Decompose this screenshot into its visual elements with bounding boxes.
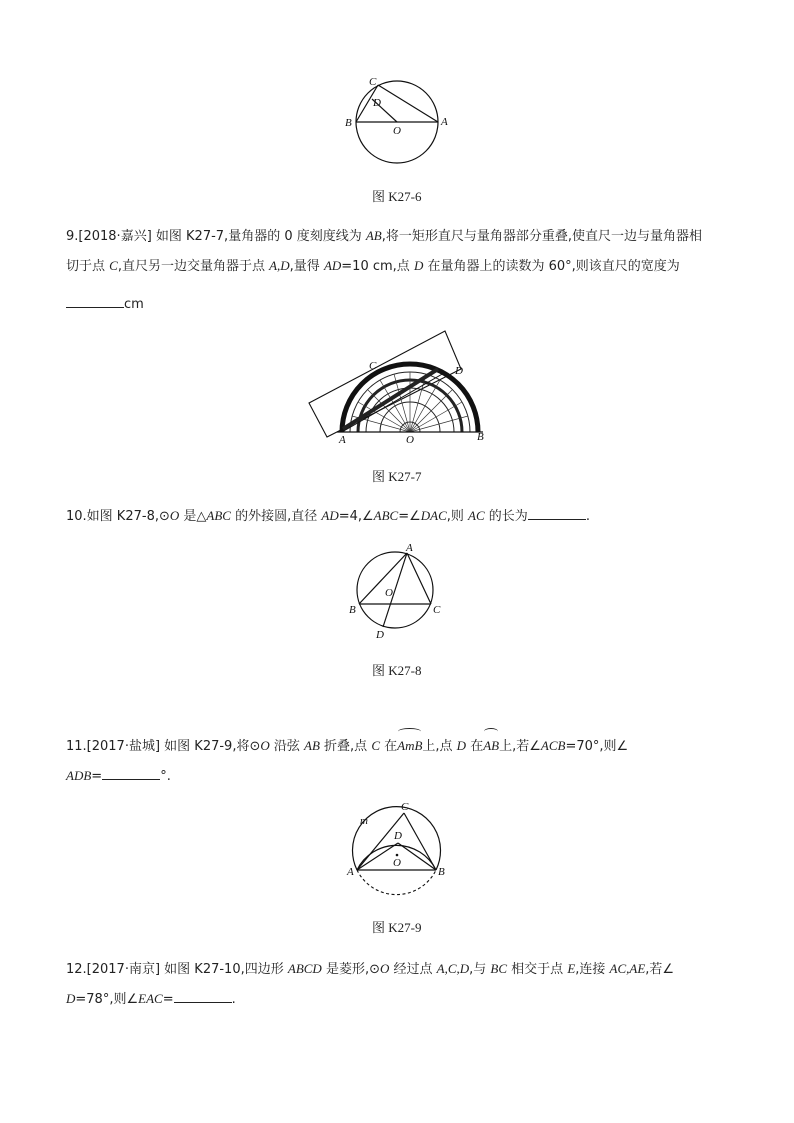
- q11-text-g: 上,若∠: [499, 739, 541, 754]
- label-d: D: [394, 830, 402, 842]
- caption-k27-8: 图 K27-8: [372, 663, 422, 678]
- q10-text-h: .: [585, 509, 590, 524]
- q11-text-d: 在: [379, 739, 398, 754]
- q9-text-1b: ,将一矩形直尺与量角器部分重叠,使直尺一边与量角器相: [381, 229, 703, 244]
- q11-text-f: 在: [466, 739, 484, 754]
- q11-text-i: =: [91, 769, 103, 784]
- label-b: B: [345, 117, 352, 129]
- q9-c: C: [109, 258, 118, 273]
- label-b: B: [477, 431, 484, 443]
- caption-k27-7: 图 K27-7: [372, 469, 422, 484]
- q9-ab: AB: [365, 228, 382, 243]
- q9-text-2d: =10 cm,点: [341, 259, 414, 274]
- q12-text-d: ,与: [469, 962, 491, 977]
- q12-text-a: 12.[2017·南京] 如图 K27-10,四边形: [66, 962, 288, 977]
- q11-o: O: [260, 738, 270, 753]
- q12-text-e: 相交于点: [507, 962, 568, 977]
- q9-text-2b: ,直尺另一边交量角器于点: [117, 259, 270, 274]
- q12-o: O: [380, 961, 390, 976]
- label-o: O: [393, 857, 401, 869]
- question-10: [66, 501, 730, 531]
- label-o: O: [385, 587, 393, 599]
- caption-k27-9: 图 K27-9: [372, 920, 422, 935]
- side-ab: [359, 553, 407, 604]
- circle-lower-arc-dashed: [357, 870, 436, 895]
- q11-adb: ADB: [66, 768, 92, 783]
- q12-ac-ae: AC,AE: [609, 961, 646, 976]
- q11-text-h: =70°,则∠: [565, 739, 629, 754]
- label-a: A: [347, 866, 354, 878]
- label-a: A: [339, 434, 346, 446]
- q11-c: C: [371, 738, 380, 753]
- label-c: C: [369, 360, 377, 372]
- q11-text-c: 折叠,点: [319, 739, 372, 754]
- q12-text-b: 是菱形,⊙: [321, 962, 380, 977]
- q9-text-2e: 在量角器上的读数为 60°,则该直尺的宽度为: [423, 259, 680, 274]
- q10-ad: AD: [321, 508, 339, 523]
- q12-text-c: 经过点: [389, 962, 437, 977]
- q10-text-e: =∠: [398, 509, 421, 524]
- q10-text-d: =4,∠: [338, 509, 374, 524]
- figure-k27-8: [345, 542, 455, 642]
- q10-ac: AC: [468, 508, 485, 523]
- caption-k27-6: 图 K27-6: [372, 189, 422, 204]
- label-d: D: [455, 365, 463, 377]
- question-9-answer: [66, 290, 730, 319]
- label-d: D: [373, 97, 381, 109]
- q12-text-h: =78°,则∠: [75, 992, 139, 1007]
- q11-d: D: [456, 738, 467, 753]
- q9-unit: cm: [124, 297, 144, 312]
- label-o: O: [393, 125, 401, 137]
- q10-dac: DAC: [420, 508, 447, 523]
- q9-d: D: [413, 258, 424, 273]
- q11-text-b: 沿弦: [269, 739, 305, 754]
- q12-e: E: [567, 961, 576, 976]
- q12-acd: A,C,D: [436, 961, 470, 976]
- label-a: A: [441, 116, 448, 128]
- question-11: [66, 731, 730, 791]
- q12-text-f: ,连接: [575, 962, 610, 977]
- label-c: C: [401, 801, 409, 813]
- question-9: [66, 221, 730, 281]
- q11-arc-ab: AB: [483, 731, 499, 760]
- center-point-o: [396, 854, 399, 857]
- q10-abc: ABC: [206, 508, 231, 523]
- label-m: m: [360, 815, 368, 827]
- q11-text-e: 上,点: [422, 739, 457, 754]
- q10-text-g: 的长为: [484, 509, 528, 524]
- q9-text-1a: 9.[2018·嘉兴] 如图 K27-7,量角器的 0 度刻度线为: [66, 229, 366, 244]
- label-c: C: [433, 604, 441, 616]
- q12-text-i: =: [162, 992, 174, 1007]
- q9-ad: AD: [323, 258, 342, 273]
- segment-bd: [398, 843, 436, 870]
- label-d: D: [376, 629, 384, 641]
- segment-bc: [404, 813, 436, 870]
- label-c: C: [369, 76, 377, 88]
- q11-ab: AB: [304, 738, 320, 753]
- q12-text-j: .: [231, 992, 236, 1007]
- q11-acb: ACB: [540, 738, 566, 753]
- q10-text-c: 的外接圆,直径: [230, 509, 322, 524]
- chord-ca: [378, 85, 438, 122]
- q10-answer-blank[interactable]: [528, 505, 586, 520]
- q11-arc-amb: AmB: [397, 731, 422, 760]
- q10-text-f: ,则: [446, 509, 469, 524]
- question-12: [66, 954, 730, 1014]
- q10-o: O: [169, 508, 180, 523]
- q10-abc-angle: ABC: [373, 508, 399, 523]
- q11-text-j: °.: [160, 769, 171, 784]
- q12-eac: EAC: [138, 991, 163, 1006]
- figure-k27-9: [342, 795, 457, 900]
- label-b: B: [349, 604, 356, 616]
- q10-text-b: 是△: [179, 509, 207, 524]
- q12-text-g: ,若∠: [645, 962, 675, 977]
- q11-answer-blank[interactable]: [102, 765, 160, 780]
- q9-answer-blank[interactable]: [66, 293, 124, 308]
- q11-text-a: 11.[2017·盐城] 如图 K27-9,将⊙: [66, 739, 261, 754]
- q12-bc: BC: [490, 961, 508, 976]
- q12-answer-blank[interactable]: [174, 988, 232, 1003]
- q12-abcd: ABCD: [287, 961, 322, 976]
- q10-text-a: 10.如图 K27-8,⊙: [66, 509, 170, 524]
- q12-d: D: [66, 991, 76, 1006]
- figure-k27-6: [340, 72, 460, 172]
- label-o: O: [406, 434, 414, 446]
- label-a: A: [406, 542, 413, 554]
- q9-text-2c: ,量得: [289, 259, 324, 274]
- figure-k27-7: [305, 325, 495, 450]
- q9-text-2a: 切于点: [66, 259, 110, 274]
- segment-ad: [357, 843, 398, 870]
- label-b: B: [438, 866, 445, 878]
- q9-ad-points: A,D: [269, 258, 290, 273]
